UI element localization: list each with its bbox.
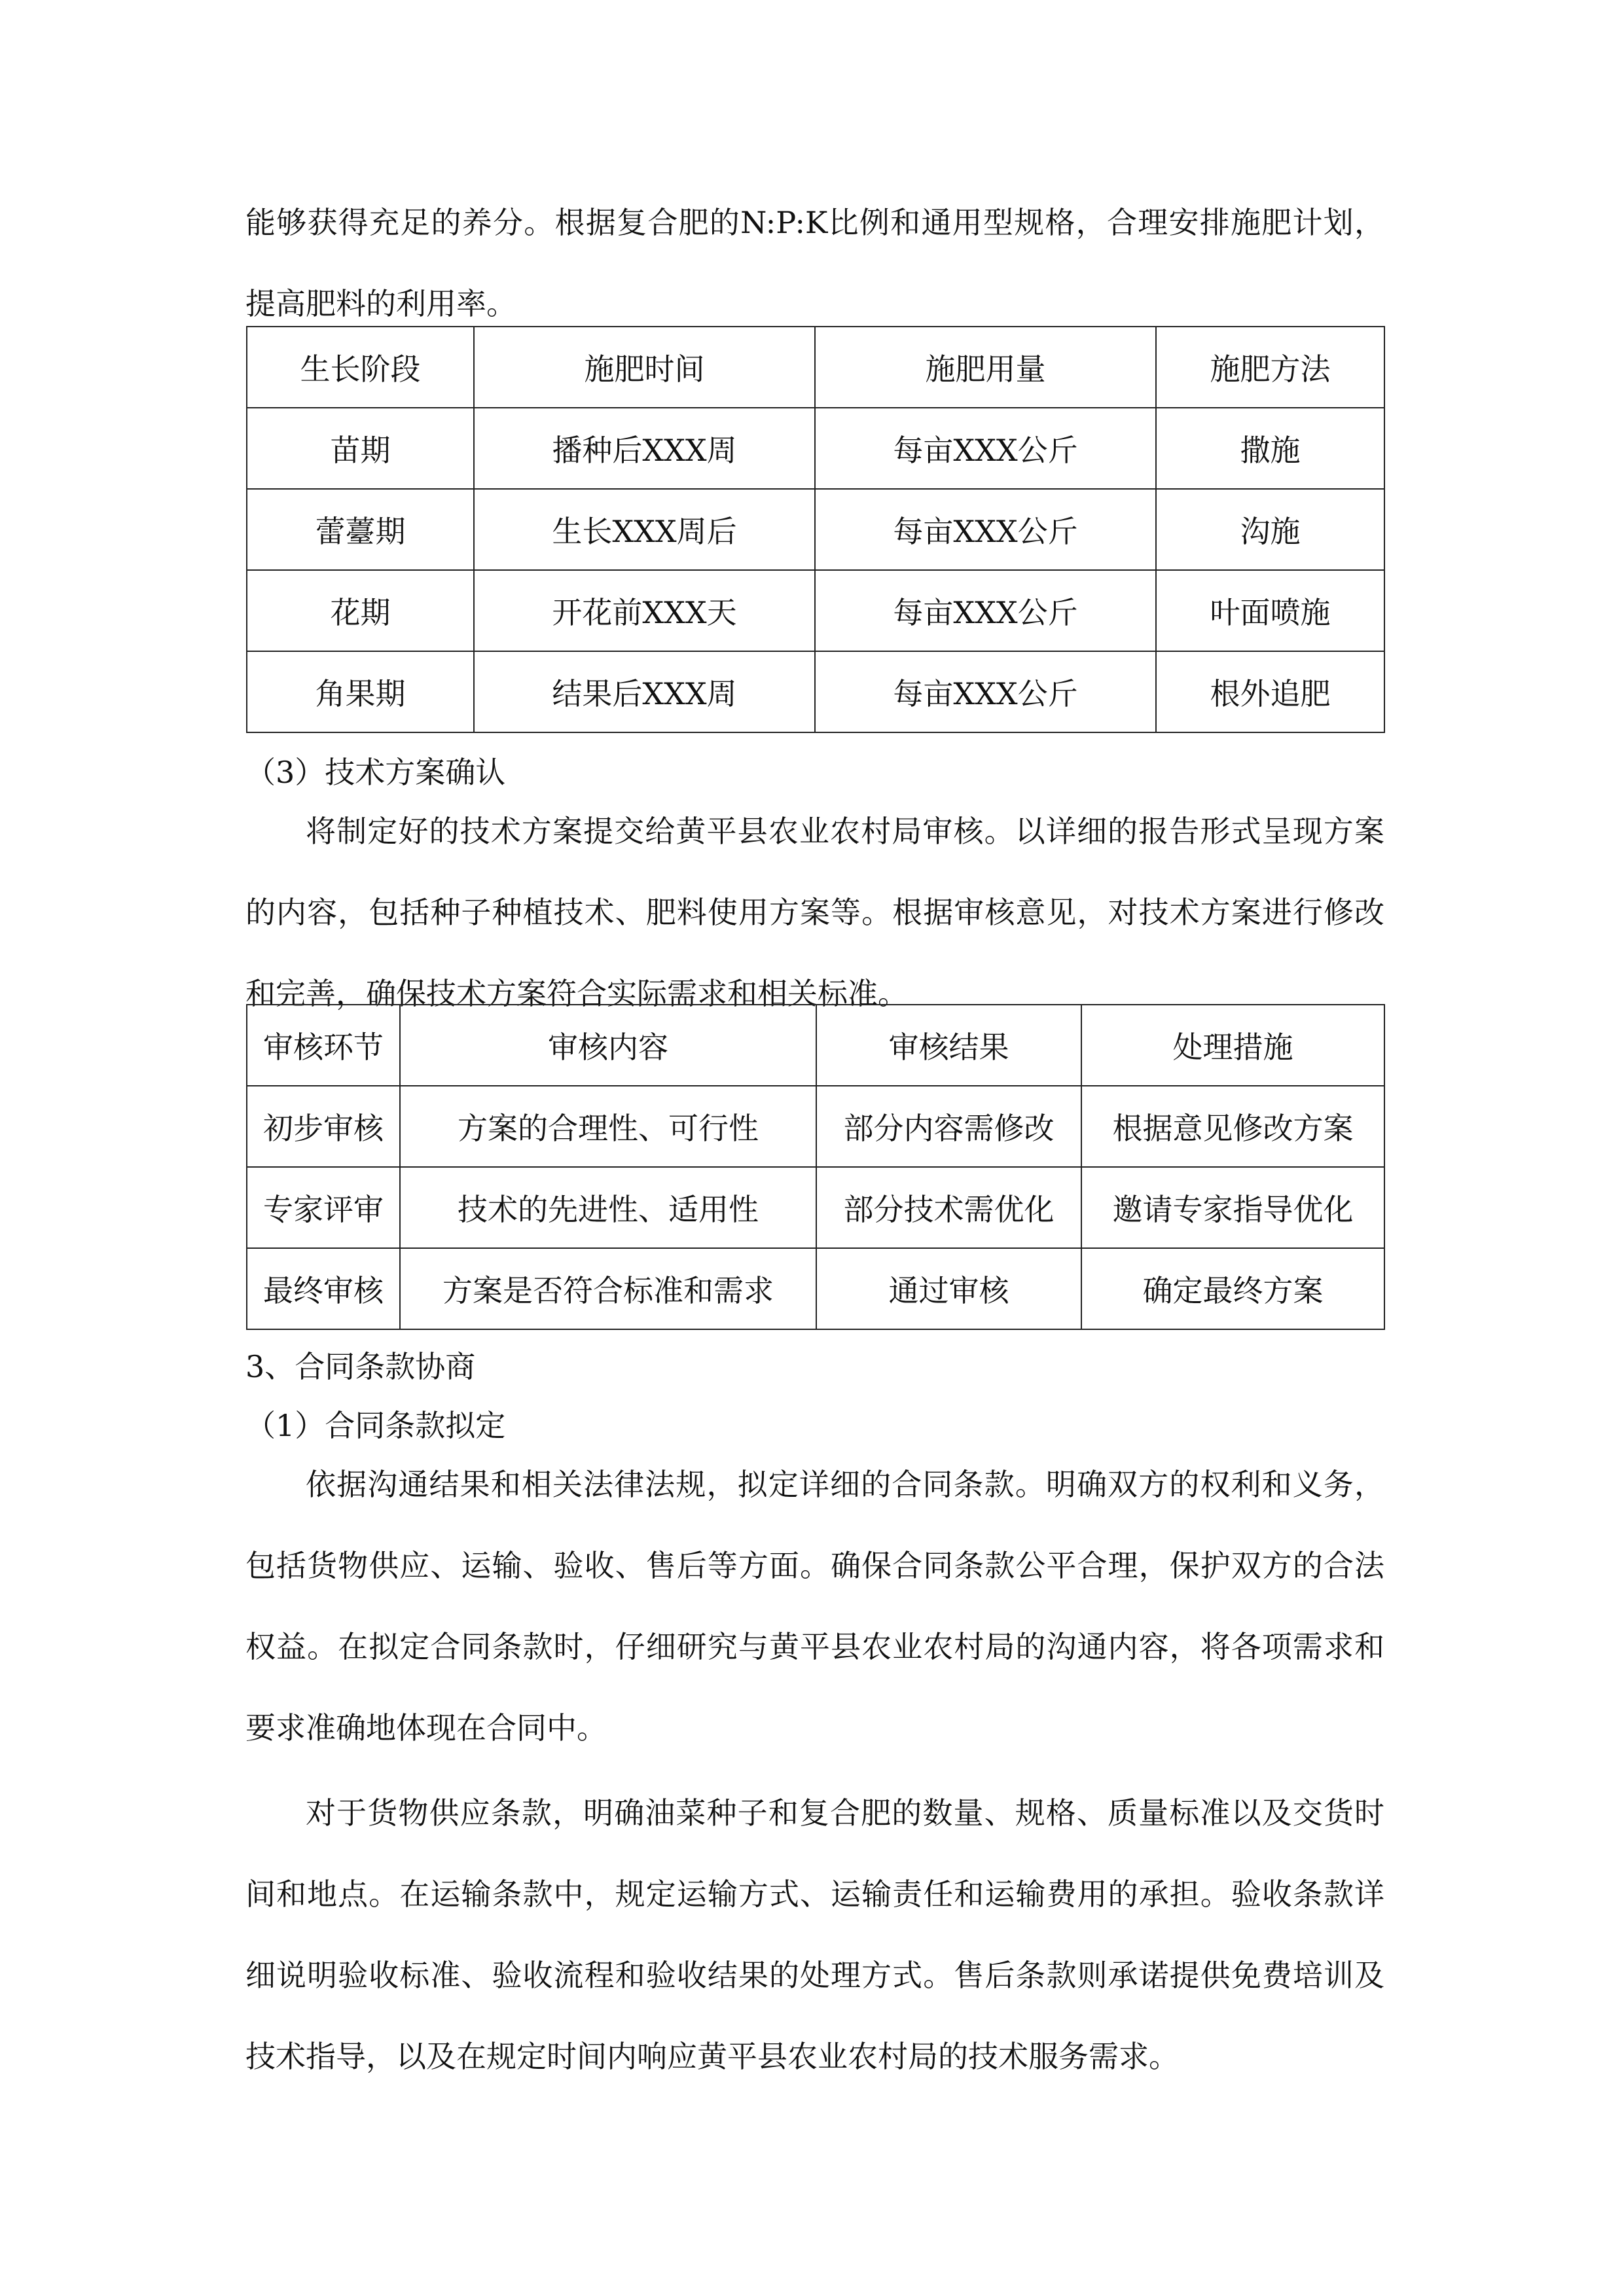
contract-terms-paragraph: 依据沟通结果和相关法律法规，拟定详细的合同条款。明确双方的权利和义务，包括货物供应、运输、验收、售后等方面。确保合同条款公平合理，保护双方的合法权益。在拟定合同条款时，仔细研究与黄平县农业农村局的沟通内容，将各项需求和要求准确地体现在合同中。 <box>245 1467 1384 1746</box>
section-3-heading: 3、合同条款协商 <box>245 1349 476 1384</box>
table-cell: 方案是否符合标准和需求 <box>400 1248 816 1329</box>
table-cell: 根外追肥 <box>1156 651 1384 732</box>
table-cell: 开花前XXX天 <box>474 570 815 651</box>
table-cell: 方案的合理性、可行性 <box>400 1086 816 1167</box>
fertilizer-schedule-table <box>246 326 1385 733</box>
table-row <box>247 408 1384 489</box>
table-cell: 每亩XXX公斤 <box>815 570 1156 651</box>
table-cell: 邀请专家指导优化 <box>1081 1167 1384 1248</box>
table-cell: 生长XXX周后 <box>474 489 815 570</box>
table-header-row <box>247 327 1384 408</box>
table-header-cell: 审核内容 <box>400 1005 816 1086</box>
table-cell: 结果后XXX周 <box>474 651 815 732</box>
section-3-1-heading: （1）合同条款拟定 <box>245 1408 506 1443</box>
table-row <box>247 1248 1384 1329</box>
section-3-3-paragraph: 将制定好的技术方案提交给黄平县农业农村局审核。以详细的报告形式呈现方案的内容，包括种子种植技术、肥料使用方案等。根据审核意见，对技术方案进行修改和完善，确保技术方案符合实际需求和相关标准。 <box>245 814 1384 1011</box>
table-cell: 每亩XXX公斤 <box>815 489 1156 570</box>
table-row <box>247 1086 1384 1167</box>
table-row <box>247 489 1384 570</box>
contract-clauses-paragraph: 对于货物供应条款，明确油菜种子和复合肥的数量、规格、质量标准以及交货时间和地点。在运输条款中，规定运输方式、运输责任和运输费用的承担。验收条款详细说明验收标准、验收流程和验收结果的处理方式。售后条款则承诺提供免费培训及技术指导，以及在规定时间内响应黄平县农业农村局的技术服务需求。 <box>245 1795 1384 2074</box>
table-header-cell: 审核环节 <box>247 1005 400 1086</box>
table-cell: 部分内容需修改 <box>816 1086 1081 1167</box>
table-row <box>247 651 1384 732</box>
review-process-table <box>246 1004 1385 1330</box>
table-row <box>247 1167 1384 1248</box>
table-cell: 沟施 <box>1156 489 1384 570</box>
table-cell: 确定最终方案 <box>1081 1248 1384 1329</box>
table-cell: 苗期 <box>247 408 474 489</box>
table-cell: 花期 <box>247 570 474 651</box>
table-header-cell: 施肥方法 <box>1156 327 1384 408</box>
table-cell: 蕾薹期 <box>247 489 474 570</box>
table-cell: 每亩XXX公斤 <box>815 408 1156 489</box>
section-3-3-heading: （3）技术方案确认 <box>245 755 506 790</box>
table-cell: 叶面喷施 <box>1156 570 1384 651</box>
table-cell: 部分技术需优化 <box>816 1167 1081 1248</box>
table-cell: 根据意见修改方案 <box>1081 1086 1384 1167</box>
table-cell: 通过审核 <box>816 1248 1081 1329</box>
table-header-cell: 审核结果 <box>816 1005 1081 1086</box>
table-row <box>247 570 1384 651</box>
table-cell: 技术的先进性、适用性 <box>400 1167 816 1248</box>
table-cell: 角果期 <box>247 651 474 732</box>
table-header-cell: 施肥用量 <box>815 327 1156 408</box>
intro-paragraph: 能够获得充足的养分。根据复合肥的N:P:K比例和通用型规格，合理安排施肥计划，提高肥料的利用率。 <box>245 205 1384 321</box>
table-cell: 专家评审 <box>247 1167 400 1248</box>
table-header-cell: 施肥时间 <box>474 327 815 408</box>
table-header-cell: 处理措施 <box>1081 1005 1384 1086</box>
table-cell: 初步审核 <box>247 1086 400 1167</box>
table-cell: 播种后XXX周 <box>474 408 815 489</box>
table-cell: 每亩XXX公斤 <box>815 651 1156 732</box>
table-header-cell: 生长阶段 <box>247 327 474 408</box>
table-cell: 最终审核 <box>247 1248 400 1329</box>
table-cell: 撒施 <box>1156 408 1384 489</box>
table-header-row <box>247 1005 1384 1086</box>
